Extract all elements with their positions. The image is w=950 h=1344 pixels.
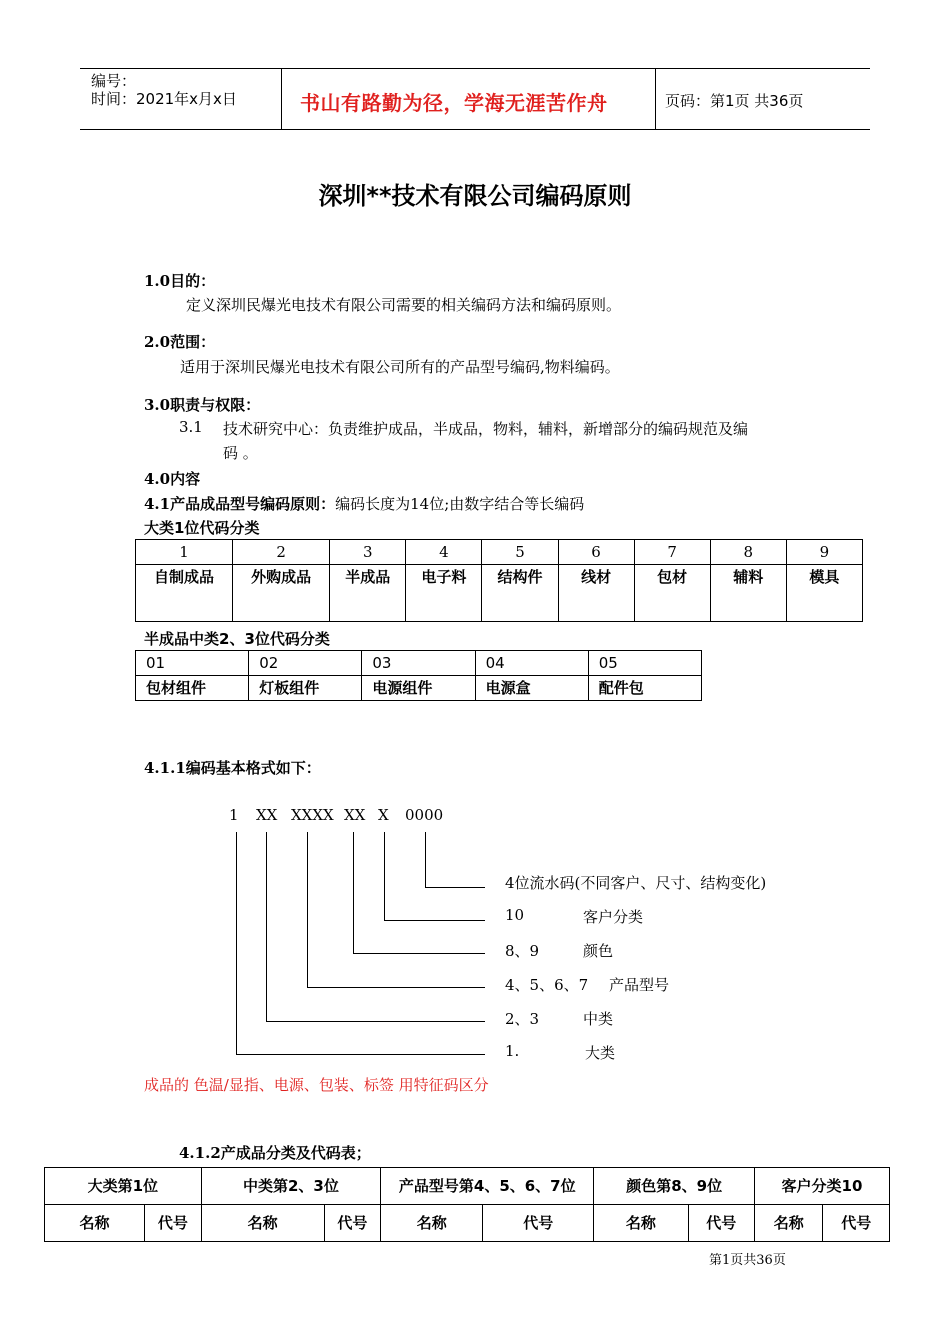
diagram-position: 4位流水码 bbox=[505, 874, 575, 892]
table-cell: 4 bbox=[406, 540, 482, 565]
section-4-heading: 4.0内容 bbox=[144, 470, 201, 488]
section-3-item-line1: 技术研究中心：负责维护成品，半成品，物料，辅料，新增部分的编码规范及编 bbox=[223, 420, 749, 438]
leader-line bbox=[353, 953, 485, 954]
header-motto: 书山有路勤为径，学海无涯苦作舟 bbox=[300, 91, 608, 115]
table-cell: 辅料 bbox=[710, 565, 786, 622]
table-cell: 3 bbox=[330, 540, 406, 565]
section-2-heading: 2.0范围： bbox=[144, 333, 216, 351]
diagram-description: (不同客户、尺寸、结构变化) bbox=[574, 874, 767, 892]
table-cell: 电子料 bbox=[406, 565, 482, 622]
table-subheader: 代号 bbox=[688, 1205, 754, 1242]
leader-line bbox=[353, 832, 354, 953]
table-subheader: 代号 bbox=[483, 1205, 594, 1242]
table-header: 客户分类10 bbox=[754, 1168, 889, 1205]
section-41-text: 编码长度为14位;由数字结合等长编码 bbox=[335, 495, 585, 513]
table-subheader: 名称 bbox=[594, 1205, 688, 1242]
header-top-rule bbox=[80, 68, 870, 69]
table-subheader: 名称 bbox=[754, 1205, 822, 1242]
leader-line bbox=[425, 832, 426, 887]
table-cell: 外购成品 bbox=[233, 565, 330, 622]
section-1-heading: 1.0目的： bbox=[144, 272, 216, 290]
table-cell: 9 bbox=[786, 540, 862, 565]
table-cell: 05 bbox=[588, 651, 701, 676]
table-subheader: 名称 bbox=[45, 1205, 145, 1242]
code-part: XX bbox=[344, 806, 366, 824]
table-cell: 01 bbox=[136, 651, 249, 676]
header-page-label: 页码：第1页 共36页 bbox=[665, 92, 804, 110]
section-2-text: 适用于深圳民爆光电技术有限公司所有的产品型号编码,物料编码。 bbox=[180, 358, 620, 376]
table-cell: 电源组件 bbox=[362, 676, 475, 701]
diagram-description: 产品型号 bbox=[609, 976, 670, 994]
table-header: 产品型号第4、5、6、7位 bbox=[381, 1168, 594, 1205]
table-subheader: 名称 bbox=[201, 1205, 324, 1242]
table-cell: 配件包 bbox=[588, 676, 701, 701]
table-header: 大类第1位 bbox=[45, 1168, 202, 1205]
leader-line bbox=[384, 832, 385, 920]
code-part: X bbox=[378, 806, 389, 824]
table-subheader: 代号 bbox=[823, 1205, 890, 1242]
header-bottom-rule bbox=[80, 129, 870, 130]
diagram-position: 10 bbox=[505, 906, 525, 924]
section-1-text: 定义深圳民爆光电技术有限公司需要的相关编码方法和编码原则。 bbox=[186, 296, 622, 314]
table-subheader: 代号 bbox=[324, 1205, 381, 1242]
table-cell: 03 bbox=[362, 651, 475, 676]
table-cell: 04 bbox=[475, 651, 588, 676]
diagram-position: 8、9 bbox=[505, 942, 540, 960]
table-cell: 半成品 bbox=[330, 565, 406, 622]
header-date: 时间：2021年x月x日 bbox=[91, 90, 237, 108]
feature-code-note: 成品的 色温/显指、电源、包装、标签 用特征码区分 bbox=[144, 1076, 489, 1094]
table-cell: 7 bbox=[634, 540, 710, 565]
table-cell: 模具 bbox=[786, 565, 862, 622]
diagram-position: 2、3 bbox=[505, 1010, 540, 1028]
table-subheader: 代号 bbox=[145, 1205, 202, 1242]
diagram-description: 大类 bbox=[585, 1044, 616, 1062]
table-cell: 线材 bbox=[558, 565, 634, 622]
major-table-caption: 大类1位代码分类 bbox=[144, 519, 260, 537]
section-3-item-number: 3.1 bbox=[179, 418, 203, 436]
table-cell: 包材组件 bbox=[136, 676, 249, 701]
diagram-position: 4、5、6、7 bbox=[505, 976, 589, 994]
leader-line bbox=[425, 887, 485, 888]
leader-line bbox=[266, 1021, 485, 1022]
table-header: 颜色第8、9位 bbox=[594, 1168, 755, 1205]
diagram-description: 中类 bbox=[583, 1010, 614, 1028]
diagram-description: 客户分类 bbox=[583, 908, 644, 926]
table-cell: 8 bbox=[710, 540, 786, 565]
category-code-table bbox=[44, 1167, 890, 1242]
leader-line bbox=[236, 832, 237, 1054]
section-3-heading: 3.0职责与权限： bbox=[144, 396, 261, 414]
table-cell: 自制成品 bbox=[136, 565, 233, 622]
table-cell: 5 bbox=[482, 540, 558, 565]
table-cell: 6 bbox=[558, 540, 634, 565]
section-3-item-line2: 码 。 bbox=[223, 444, 258, 462]
table-cell: 02 bbox=[249, 651, 362, 676]
table-cell: 电源盒 bbox=[475, 676, 588, 701]
table-cell: 2 bbox=[233, 540, 330, 565]
header-code-label: 编号： bbox=[91, 72, 137, 90]
semi-finished-table bbox=[135, 650, 702, 701]
code-part: XXXX bbox=[291, 806, 334, 824]
leader-line bbox=[307, 832, 308, 987]
table-cell: 1 bbox=[136, 540, 233, 565]
header-divider bbox=[655, 68, 656, 129]
code-part: 1 bbox=[229, 806, 239, 824]
table-cell: 包材 bbox=[634, 565, 710, 622]
document-title: 深圳**技术有限公司编码原则 bbox=[318, 182, 632, 210]
section-412-heading: 4.1.2产成品分类及代码表； bbox=[179, 1144, 371, 1162]
leader-line bbox=[384, 920, 485, 921]
page-footer: 第1页共36页 bbox=[709, 1253, 786, 1268]
leader-line bbox=[236, 1054, 485, 1055]
table-cell: 灯板组件 bbox=[249, 676, 362, 701]
leader-line bbox=[307, 987, 485, 988]
leader-line bbox=[266, 832, 267, 1021]
diagram-description: 颜色 bbox=[583, 942, 614, 960]
code-part: 0000 bbox=[405, 806, 444, 824]
semi-table-caption: 半成品中类2、3位代码分类 bbox=[144, 630, 330, 648]
section-41-heading: 4.1产品成品型号编码原则： bbox=[144, 495, 336, 513]
header-divider bbox=[281, 68, 282, 129]
section-411-heading: 4.1.1编码基本格式如下： bbox=[144, 759, 321, 777]
code-part: XX bbox=[256, 806, 278, 824]
table-header: 中类第2、3位 bbox=[201, 1168, 380, 1205]
diagram-position: 1. bbox=[505, 1042, 520, 1060]
table-subheader: 名称 bbox=[381, 1205, 483, 1242]
table-cell: 结构件 bbox=[482, 565, 558, 622]
major-category-table bbox=[135, 539, 863, 622]
